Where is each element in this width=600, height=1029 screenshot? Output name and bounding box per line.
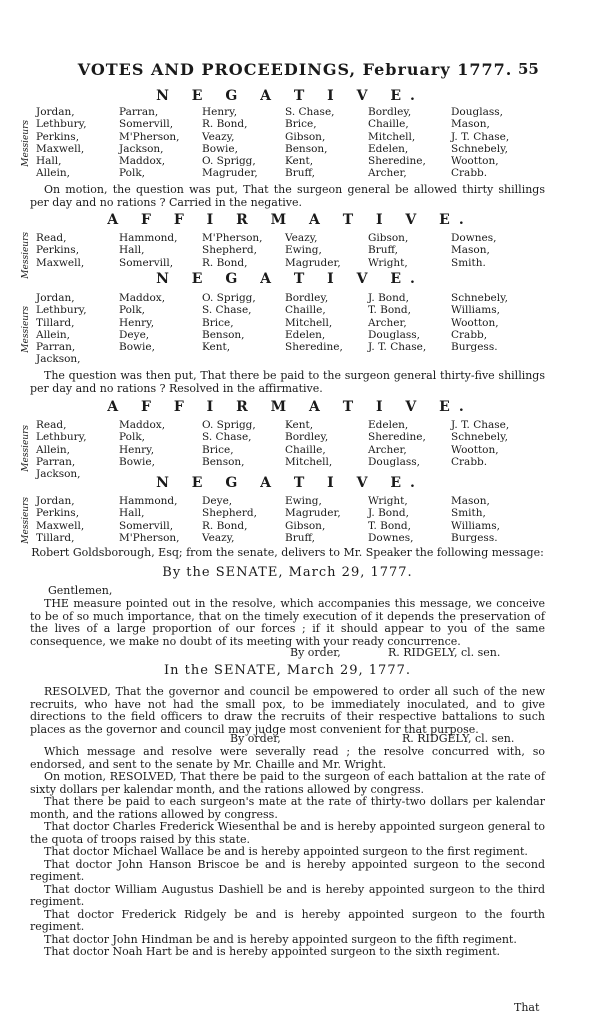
name-row (36, 353, 534, 365)
member-name: Wootton, (451, 155, 499, 168)
paragraph: That there be paid to each surgeon's mate at the rate of thirty-two dollars per kalendar month, and the rations allowed by congress. (30, 795, 545, 821)
member-name: Veazy, (202, 531, 235, 544)
member-name: M'Pherson, (119, 531, 180, 544)
message-body: THE measure pointed out in the resolve, which accompanies this message, we conceive to be of so much importance, that on the timely execution of it depends the preservation of the lives of a large proportion of our forces ; if it should appear to you of the same consequence, we make no doubt of its meeting with your ready concurrence. (30, 597, 545, 648)
motion-paragraph-2: The question was then put, That there be paid to the surgeon general thirty-five shillings per day and no rations ? Resolved in the affirmative. (30, 369, 545, 395)
member-name: M'Pherson, (202, 232, 263, 244)
member-name: Crabb, (451, 328, 488, 341)
member-name: Wootton, (451, 316, 499, 329)
member-name: Chaille, (285, 443, 326, 456)
member-name: Schnebely, (451, 292, 508, 304)
member-name: Crabb. (451, 455, 488, 468)
closing-paragraphs (30, 746, 545, 959)
name-row (36, 507, 534, 519)
member-name: Mason, (451, 495, 490, 507)
senate-heading-1: By the SENATE, March 29, 1777. (162, 565, 413, 580)
member-name: Parran, (36, 341, 76, 354)
member-name: Tillard, (36, 531, 75, 544)
member-name: Kent, (202, 341, 231, 354)
member-name: Shepherd, (202, 244, 257, 257)
member-name: Hall, (119, 507, 145, 520)
name-row (36, 341, 534, 353)
member-name: Benson, (202, 455, 245, 468)
member-name: Read, (36, 232, 67, 244)
member-name: Somervill, (119, 256, 174, 269)
member-name: Maxwell, (36, 142, 85, 155)
member-name: Wright, (368, 256, 408, 269)
member-name: Bowie, (119, 341, 155, 354)
member-name: R. Bond, (202, 118, 248, 131)
member-name: J. T. Chase, (451, 419, 510, 431)
member-name: Benson, (202, 328, 245, 341)
member-name: Bordley, (368, 106, 412, 118)
member-name: Ewing, (285, 244, 322, 257)
name-table (36, 419, 534, 480)
member-name: O. Sprigg, (202, 292, 256, 304)
member-name: Bruff, (285, 531, 315, 544)
running-head: VOTES AND PROCEEDINGS, February 1777. (77, 60, 513, 79)
member-name: O. Sprigg, (202, 155, 256, 168)
member-name: Wright, (368, 495, 408, 507)
salutation: Gentlemen, (48, 584, 113, 597)
member-name: Maddox, (119, 292, 166, 304)
vote3-affirmative-list (21, 419, 550, 481)
member-name: S. Chase, (285, 106, 335, 118)
member-name: Archer, (368, 167, 407, 180)
member-name: Henry, (202, 106, 238, 118)
member-name: Mitchell, (368, 130, 416, 143)
member-name: Bordley, (285, 292, 329, 304)
member-name: J. Bond, (368, 292, 409, 304)
member-name: Veazy, (285, 232, 318, 244)
vote3-negative-heading: N E G A T I V E. (156, 475, 424, 491)
member-name: Bowie, (202, 142, 238, 155)
member-name: Henry, (119, 443, 155, 456)
name-row (36, 257, 534, 269)
member-name: Mitchell, (285, 455, 333, 468)
paragraph: That doctor John Hindman be and is hereby appointed surgeon to the fifth regiment. (44, 932, 517, 946)
member-name: J. T. Chase, (451, 130, 510, 143)
member-name: Deye, (202, 495, 233, 507)
member-name (368, 353, 451, 365)
signature-1: R. RIDGELY, cl. sen. (388, 646, 501, 659)
member-name: Bordley, (285, 431, 329, 444)
member-name: Williams, (451, 519, 500, 532)
member-name: Chaille, (368, 118, 409, 131)
member-name: Bowie, (119, 455, 155, 468)
member-name: Mason, (451, 118, 490, 131)
member-name: Veazy, (202, 130, 235, 143)
member-name: Smith, (451, 507, 486, 520)
name-row (36, 532, 534, 544)
name-row (36, 155, 534, 167)
member-name: Schnebely, (451, 142, 508, 155)
member-name: Edelen, (368, 419, 409, 431)
side-label: Messieurs (21, 120, 31, 167)
message-intro: Robert Goldsborough, Esq; from the senate, delivers to Mr. Speaker the following message: (31, 546, 544, 559)
member-name: Archer, (368, 316, 407, 329)
member-name: Edelen, (368, 142, 409, 155)
side-label: Messieurs (21, 425, 31, 472)
name-table (36, 495, 534, 544)
paragraph: That doctor Frederick Ridgely be and is hereby appointed surgeon to the fourth regiment. (30, 907, 545, 933)
member-name: Crabb. (451, 167, 488, 180)
member-name: Brice, (285, 118, 317, 131)
vote2-negative-list (21, 292, 550, 366)
member-name: J. Bond, (368, 507, 409, 520)
name-row (36, 244, 534, 256)
member-name: Brice, (202, 443, 234, 456)
member-name (451, 353, 534, 365)
member-name: Gibson, (285, 130, 326, 143)
name-row (36, 118, 534, 130)
name-row (36, 520, 534, 532)
name-row (36, 419, 534, 431)
member-name: Gibson, (285, 519, 326, 532)
name-table (36, 106, 534, 180)
member-name (285, 353, 368, 365)
member-name: Hammond, (119, 495, 178, 507)
member-name: Burgess. (451, 341, 498, 354)
member-name: T. Bond, (368, 304, 411, 317)
vote2-negative-heading: N E G A T I V E. (156, 271, 424, 287)
member-name: Jackson, (36, 468, 81, 481)
member-name: Hammond, (119, 232, 178, 244)
member-name: O. Sprigg, (202, 419, 256, 431)
member-name: Perkins, (36, 130, 80, 143)
member-name: T. Bond, (368, 519, 411, 532)
member-name: Sheredine, (368, 431, 426, 444)
member-name: Jordan, (36, 106, 75, 118)
member-name: Archer, (368, 443, 407, 456)
member-name: Jackson, (36, 353, 81, 366)
page-number: 55 (518, 60, 539, 78)
vote3-affirmative-heading: A F F I R M A T I V E. (107, 399, 473, 415)
member-name: Jordan, (36, 292, 75, 304)
name-row (36, 304, 534, 316)
member-name: J. T. Chase, (368, 341, 427, 354)
member-name: Maxwell, (36, 519, 85, 532)
member-name: Mason, (451, 244, 490, 257)
member-name: Ewing, (285, 495, 322, 507)
member-name (202, 353, 285, 365)
member-name: Smith. (451, 256, 486, 269)
member-name: Chaille, (285, 304, 326, 317)
vote1-negative-list (21, 106, 550, 180)
name-table (36, 232, 534, 269)
paragraph: On motion, RESOLVED, That there be paid to the surgeon of each battalion at the rate of sixty dollars per kalendar month, and the rations allowed by congress. (30, 770, 545, 796)
paragraph: Which message and resolve were severally read ; the resolve concurred with, so endorsed, and sent to the senate by Mr. Chaille and Mr. Wright. (30, 745, 545, 771)
name-row (36, 317, 534, 329)
by-order-2: By order, (230, 732, 281, 745)
member-name: Allein, (36, 328, 70, 341)
member-name: Downes, (451, 232, 497, 244)
member-name: Bruff, (285, 167, 315, 180)
by-order-1: By order, (290, 646, 341, 659)
motion-paragraph-1: On motion, the question was put, That the surgeon general be allowed thirty shillings per day and no rations ? Carried in the negative. (30, 183, 545, 209)
member-name: Tillard, (36, 316, 75, 329)
resolved-body: RESOLVED, That the governor and council be empowered to order all such of the new recruits, who have not had the small pox, to be immediately inoculated, and to give directions to the field officers to draw the recruits of their respective battalions to such places as the governor and council may judge most convenient for that purpose. (30, 685, 545, 736)
member-name: R. Bond, (202, 256, 248, 269)
paragraph: That doctor Michael Wallace be and is hereby appointed surgeon to the first regiment. (44, 845, 528, 858)
member-name: Maddox, (119, 419, 166, 431)
member-name: Kent, (285, 155, 314, 168)
member-name: Magruder, (285, 507, 341, 520)
member-name: Jackson, (119, 142, 164, 155)
member-name: Polk, (119, 431, 146, 444)
member-name: Lethbury, (36, 118, 87, 131)
paragraph: That doctor William Augustus Dashiell be and is hereby appointed surgeon to the third regiment. (30, 882, 545, 908)
side-label: Messieurs (21, 232, 31, 279)
name-row (36, 495, 534, 507)
name-row (36, 431, 534, 443)
member-name: Lethbury, (36, 304, 87, 317)
member-name: Benson, (285, 142, 328, 155)
member-name: Perkins, (36, 244, 80, 257)
member-name: Shepherd, (202, 507, 257, 520)
paragraph: That doctor Charles Frederick Wiesenthal be and is hereby appointed surgeon general to the quota of troops raised by this state. (30, 820, 545, 846)
member-name: Douglass, (368, 328, 420, 341)
catchword: That (514, 1001, 540, 1014)
member-name: Downes, (368, 531, 414, 544)
name-row (36, 143, 534, 155)
member-name: Perkins, (36, 507, 80, 520)
side-label: Messieurs (21, 306, 31, 353)
paragraph: That doctor Noah Hart be and is hereby appointed surgeon to the sixth regiment. (44, 945, 501, 958)
member-name (119, 353, 202, 365)
name-row (36, 329, 534, 341)
member-name: R. Bond, (202, 519, 248, 532)
member-name: Maddox, (119, 155, 166, 168)
member-name: M'Pherson, (119, 130, 180, 143)
member-name: Gibson, (368, 232, 409, 244)
member-name: Mitchell, (285, 316, 333, 329)
member-name: Lethbury, (36, 431, 87, 444)
member-name: Douglass, (451, 106, 503, 118)
senate-heading-2: In the SENATE, March 29, 1777. (163, 663, 412, 678)
member-name: Burgess. (451, 531, 498, 544)
member-name: Parran, (36, 455, 76, 468)
paragraph: That doctor John Hanson Briscoe be and is hereby appointed surgeon to the second regiment. (30, 857, 545, 883)
member-name: Magruder, (285, 256, 341, 269)
member-name: Polk, (119, 304, 146, 317)
member-name: Douglass, (368, 455, 420, 468)
member-name: Allein, (36, 167, 70, 180)
member-name: Maxwell, (36, 256, 85, 269)
member-name: Magruder, (202, 167, 258, 180)
member-name: Somervill, (119, 118, 174, 131)
member-name: S. Chase, (202, 304, 252, 317)
signature-2: R. RIDGELY, cl. sen. (402, 732, 515, 745)
member-name: Edelen, (285, 328, 326, 341)
member-name: Brice, (202, 316, 234, 329)
name-row (36, 292, 534, 304)
member-name: Kent, (285, 419, 314, 431)
member-name: Bruff, (368, 244, 398, 257)
member-name: Deye, (119, 328, 150, 341)
member-name: Schnebely, (451, 431, 508, 444)
vote3-negative-list (21, 495, 550, 544)
vote2-affirmative-heading: A F F I R M A T I V E. (107, 212, 473, 228)
member-name: Parran, (119, 106, 159, 118)
member-name: Read, (36, 419, 67, 431)
side-label: Messieurs (21, 497, 31, 544)
member-name: S. Chase, (202, 431, 252, 444)
member-name: Hall, (119, 244, 145, 257)
member-name: Henry, (119, 316, 155, 329)
name-row (36, 232, 534, 244)
name-row (36, 106, 534, 118)
name-row (36, 444, 534, 456)
member-name: Polk, (119, 167, 146, 180)
name-table (36, 292, 534, 366)
name-row (36, 167, 534, 179)
member-name: Jordan, (36, 495, 75, 507)
name-row (36, 131, 534, 143)
vote1-negative-heading: N E G A T I V E. (156, 88, 424, 104)
member-name: Allein, (36, 443, 70, 456)
member-name: Sheredine, (285, 341, 343, 354)
member-name: Hall, (36, 155, 62, 168)
member-name: Wootton, (451, 443, 499, 456)
name-row (36, 456, 534, 468)
member-name: Sheredine, (368, 155, 426, 168)
member-name: Somervill, (119, 519, 174, 532)
member-name: Williams, (451, 304, 500, 317)
